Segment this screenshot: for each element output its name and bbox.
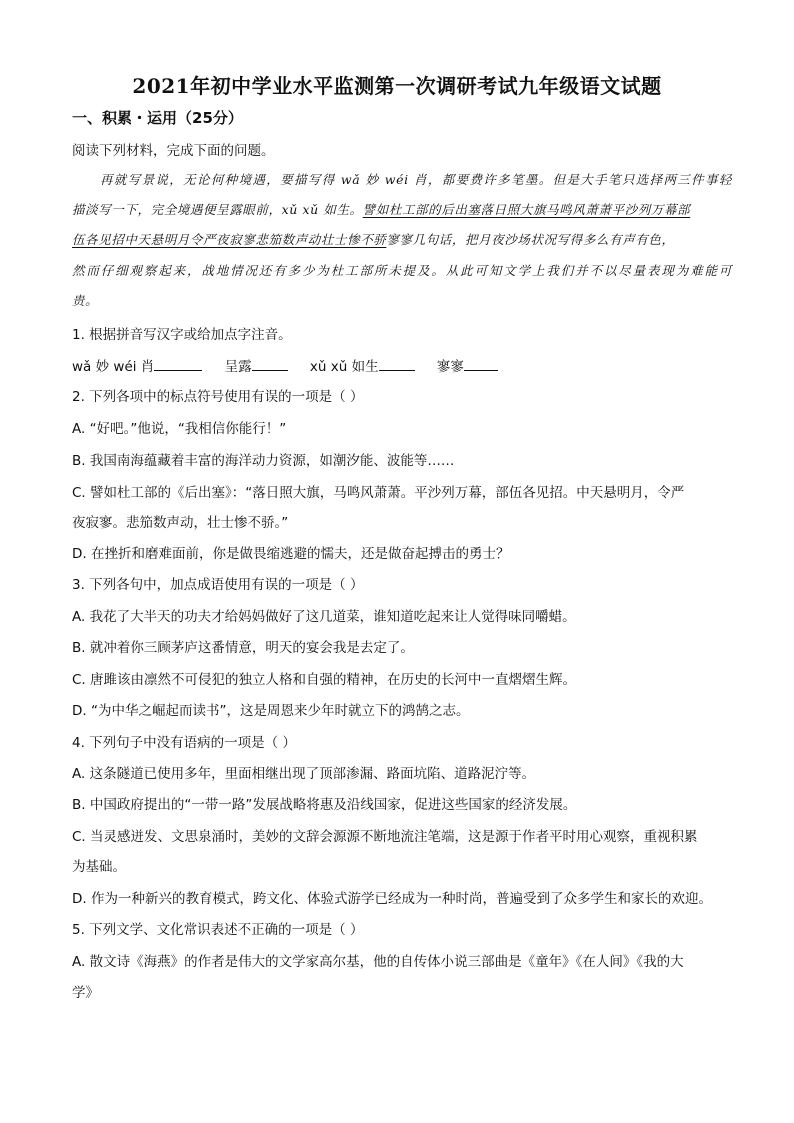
question-5-stem: 5. 下列文学、文化常识表述不正确的一项是（ ）	[72, 922, 364, 938]
option-b: B. 中国政府提出的“一带一路”发展战略将惠及沿线国家，促进这些国家的经济发展。	[72, 797, 577, 813]
passage-line-3	[72, 230, 732, 250]
question-2-stem: 2. 下列各项中的标点符号使用有误的一项是（ ）	[72, 389, 364, 405]
option-a: A. “好吧。”他说，“我相信你能行！”	[72, 421, 287, 437]
answer-blank[interactable]	[464, 356, 498, 371]
option-d: D. 在挫折和磨难面前，你是做畏缩逃避的懦夫，还是做奋起搏击的勇士？	[72, 546, 510, 562]
passage-text: 描淡写一下，完全境遇便呈露眼前，xǔ xǔ 如生。	[72, 202, 363, 217]
option-b: B. 我国南海蕴藏着丰富的海洋动力资源，如潮汐能、波能等……	[72, 453, 455, 469]
option-d: D. 作为一种新兴的教育模式，跨文化、体验式游学已经成为一种时尚，普遍受到了众多学生和家长的欢迎。	[72, 891, 712, 907]
option-b: B. 就冲着你三顾茅庐这番情意，明天的宴会我是去定了。	[72, 640, 414, 656]
option-d: D. “为中华之崛起而读书”，这是周恩来少年时就立下的鸿鹄之志。	[72, 703, 470, 719]
passage-line-5: 贵。	[72, 293, 99, 308]
question-3-stem: 3. 下列各句中，加点成语使用有误的一项是（ ）	[72, 577, 364, 593]
option-c: C. 当灵感迸发、文思泉涌时，美妙的文辞会源源不断地流注笔端，这是源于作者平时用心观察，重视积累	[72, 829, 698, 845]
underlined-text: 伍各见招中天悬明月令严夜寂寥悲笳数声动壮士惨不骄	[72, 232, 387, 247]
option-c-continued: 夜寂寥。悲笳数声动，壮士惨不骄。”	[72, 515, 289, 531]
page-title: 2021年初中学业水平监测第一次调研考试九年级语文试题	[132, 74, 662, 98]
option-a: A. 这条隧道已使用多年，里面相继出现了顶部渗漏、路面坑陷、道路泥泞等。	[72, 766, 536, 782]
question-1-blanks	[72, 356, 732, 377]
passage-line-2	[72, 200, 732, 220]
blank-label: wǎ 妙 wéi 肖	[72, 359, 155, 375]
question-1-stem: 1. 根据拼音写汉字或给加点字注音。	[72, 327, 292, 343]
answer-blank[interactable]	[154, 356, 202, 371]
option-a: A. 我花了大半天的功夫才给妈妈做好了这几道菜，谁知道吃起来让人觉得味同嚼蜡。	[72, 609, 576, 625]
passage-line-1: 再就写景说，无论何种境遇，要描写得 wǎ 妙 wéi 肖，都要费许多笔墨。但是大手笔只选择两三件事轻	[100, 172, 732, 187]
question-4-stem: 4. 下列句子中没有语病的一项是（ ）	[72, 735, 296, 751]
option-c: C. 譬如杜工部的《后出塞》：“落日照大旗，马鸣风萧萧。平沙列万幕，部伍各见招。中天悬明月，令严	[72, 485, 685, 501]
option-a: A. 散文诗《海燕》的作者是伟大的文学家高尔基，他的自传体小说三部曲是《童年》《在人间》《我的大	[72, 954, 684, 970]
answer-blank[interactable]	[252, 356, 288, 371]
section-heading: 一、积累・运用（25分）	[72, 109, 243, 127]
blank-label: 呈露	[224, 359, 252, 375]
option-c-continued: 为基础。	[72, 859, 126, 875]
option-a-continued: 学》	[72, 985, 99, 1001]
blank-label: xǔ xǔ 如生	[309, 359, 379, 375]
passage-line-4: 然而仔细观察起来，战地情况还有多少为杜工部所未提及。从此可知文学上我们并不以尽量表现为难能可	[72, 263, 732, 278]
instruction-text: 阅读下列材料，完成下面的问题。	[72, 143, 275, 159]
answer-blank[interactable]	[379, 356, 415, 371]
option-c: C. 唐雎该由凛然不可侵犯的独立人格和自强的精神，在历史的长河中一直熠熠生辉。	[72, 672, 577, 688]
passage-text: 寥寥几句话，把月夜沙场状况写得多么有声有色，	[386, 232, 675, 247]
underlined-text: 譬如杜工部的后出塞落日照大旗马鸣风萧萧平沙列万幕部	[362, 202, 691, 217]
blank-label: 寥寥	[436, 359, 464, 375]
